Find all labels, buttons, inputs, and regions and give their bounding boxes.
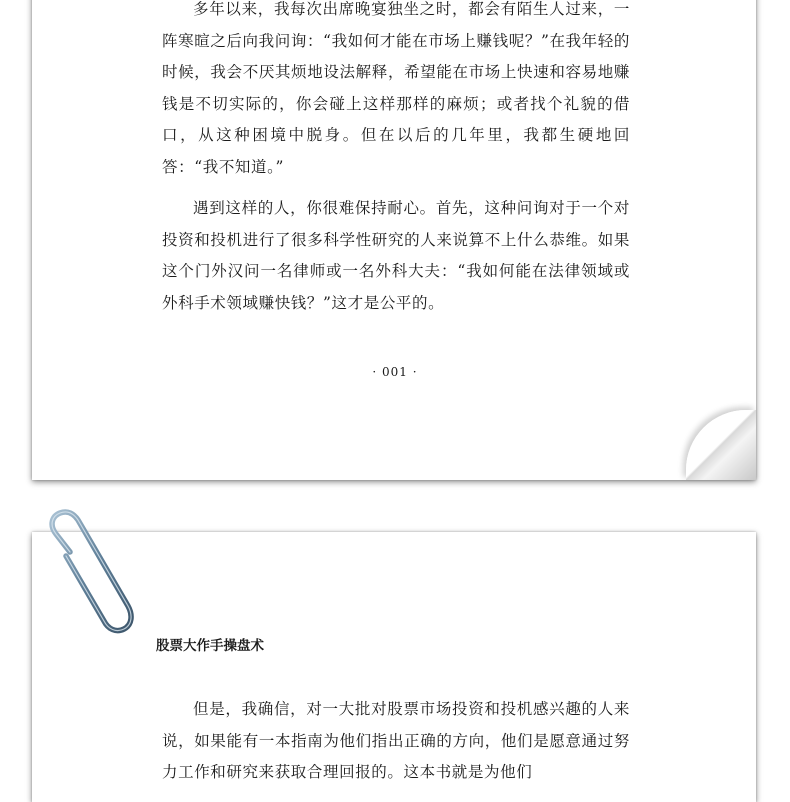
paragraph: 遇到这样的人，你很难保持耐心。首先，这种问询对于一个对投资和投机进行了很多科学性研究的人来说算不上什么恭维。如果这个门外汉问一名律师或一名外科大夫：“我如何能在法律领域或外科手术领域赚快钱？”这才是公平的。	[162, 199, 630, 312]
bottom-page-text	[162, 694, 630, 789]
paperclip-icon	[40, 508, 140, 634]
page-number: · 001 ·	[372, 365, 418, 379]
running-header-title: 股票大作手操盘术	[156, 638, 264, 654]
page-curl	[686, 410, 756, 480]
paragraph: 但是，我确信，对一大批对股票市场投资和投机感兴趣的人来说，如果能有一本指南为他们指出正确的方向，他们是愿意通过努力工作和研究来获取合理回报的。这本书就是为他们	[162, 700, 630, 781]
top-page-text	[162, 0, 630, 319]
paragraph: 多年以来，我每次出席晚宴独坐之时，都会有陌生人过来，一阵寒暄之后向我问询：“我如何才能在市场上赚钱呢？”在我年轻的时候，我会不厌其烦地设法解释，希望能在市场上快速和容易地赚钱是不切实际的，你会碰上这样那样的麻烦；或者找个礼貌的借口，从这种困境中脱身。但在以后的几年里，我都生硬地回答：“我不知道。”	[162, 0, 630, 176]
